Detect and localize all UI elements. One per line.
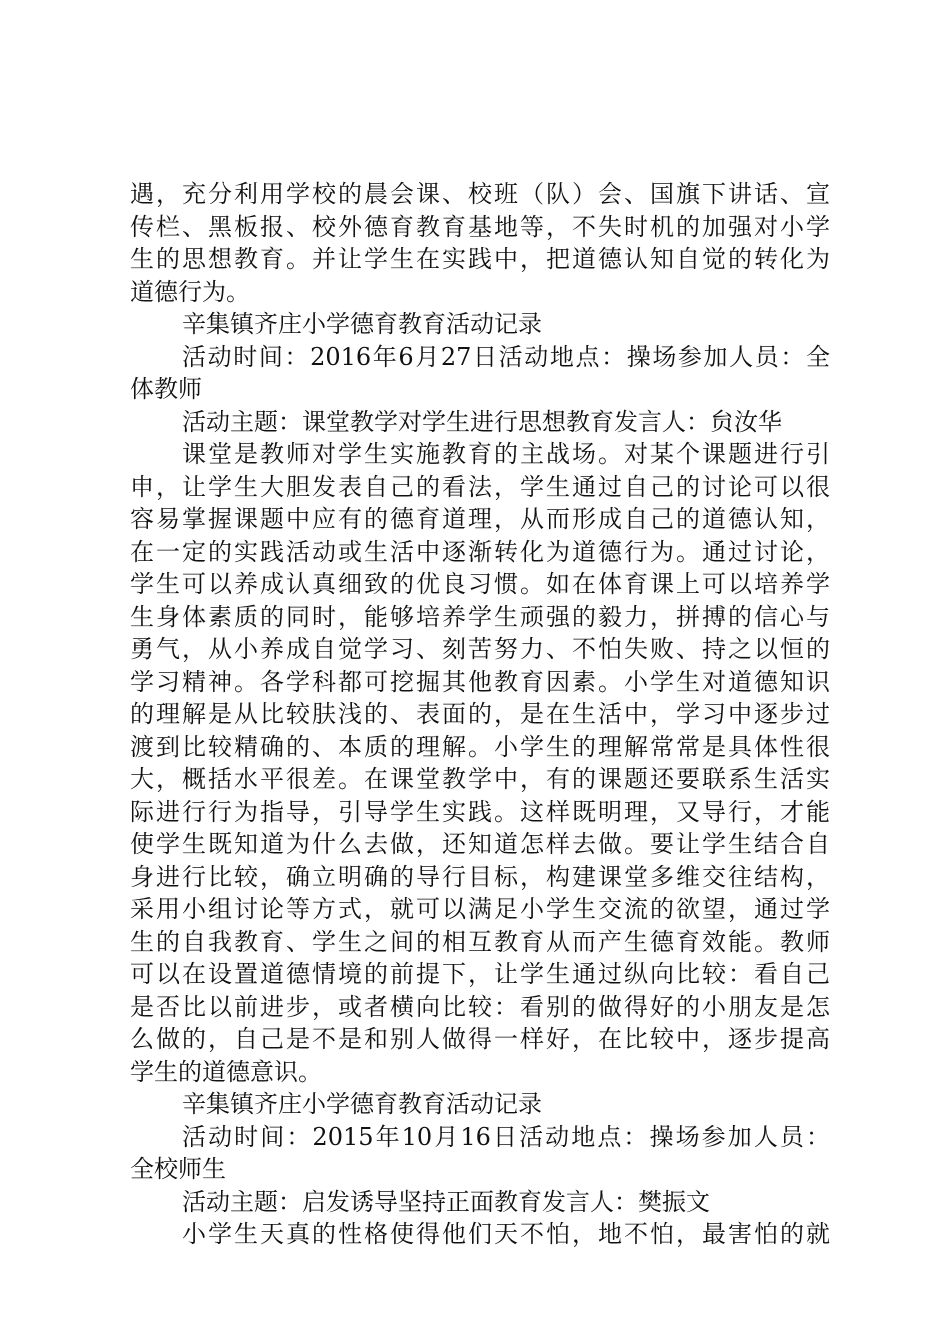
activity-info-cont: 体教师 — [130, 375, 202, 403]
body-line: 遇，充分利用学校的晨会课、校班（队）会、国旗下讲话、宣 — [130, 180, 830, 208]
body-line: 是否比以前进步，或者横向比较：看别的做得好的小朋友是怎 — [130, 992, 830, 1021]
activity-info-cont: 全校师生 — [130, 1155, 226, 1183]
body-line: 传栏、黑板报、校外德育教育基地等，不失时机的加强对小学 — [130, 212, 830, 241]
record-heading: 辛集镇齐庄小学德育教育活动记录 — [182, 1090, 542, 1118]
activity-info: 活动时间：2016年6月27日活动地点：操场参加人员：全 — [182, 342, 830, 371]
body-line: 可以在设置道德情境的前提下，让学生通过纵向比较：看自己 — [130, 960, 830, 988]
body-line: 小学生天真的性格使得他们天不怕，地不怕，最害怕的就 — [182, 1220, 830, 1248]
body-line: 学习精神。各学科都可挖掘其他教育因素。小学生对道德知识 — [130, 667, 830, 696]
body-line: 在一定的实践活动或生活中逐渐转化为道德行为。通过讨论， — [130, 537, 830, 566]
body-line: 渡到比较精确的、本质的理解。小学生的理解常常是具体性很 — [130, 732, 830, 761]
body-line: 课堂是教师对学生实施教育的主战场。对某个课题进行引 — [182, 440, 830, 468]
body-line: 采用小组讨论等方式，就可以满足小学生交流的欲望，通过学 — [130, 895, 830, 923]
body-line: 身进行比较，确立明确的导行目标，构建课堂多维交往结构， — [130, 862, 830, 891]
body-line: 容易掌握课题中应有的德育道理，从而形成自己的道德认知， — [130, 505, 830, 533]
activity-topic: 活动主题：启发诱导坚持正面教育发言人：樊振文 — [182, 1187, 710, 1216]
body-line: 大，概括水平很差。在课堂教学中，有的课题还要联系生活实 — [130, 765, 830, 793]
body-line: 生的自我教育、学生之间的相互教育从而产生德育效能。教师 — [130, 927, 830, 956]
record-heading: 辛集镇齐庄小学德育教育活动记录 — [182, 310, 542, 338]
body-line: 际进行行为指导，引导学生实践。这样既明理，又导行，才能 — [130, 797, 830, 826]
body-line: 么做的，自己是不是和别人做得一样好，在比较中，逐步提高 — [130, 1025, 830, 1053]
activity-topic: 活动主题：课堂教学对学生进行思想教育发言人：贠汝华 — [182, 407, 782, 436]
document-body — [130, 178, 830, 1251]
activity-info: 活动时间：2015年10月16日活动地点：操场参加人员： — [182, 1122, 830, 1151]
body-line: 学生的道德意识。 — [130, 1057, 322, 1086]
body-line: 学生可以养成认真细致的优良习惯。如在体育课上可以培养学 — [130, 570, 830, 598]
body-line: 勇气，从小养成自觉学习、刻苦努力、不怕失败、持之以恒的 — [130, 635, 830, 663]
body-line: 生的思想教育。并让学生在实践中，把道德认知自觉的转化为 — [130, 245, 830, 273]
body-line: 使学生既知道为什么去做，还知道怎样去做。要让学生结合自 — [130, 830, 830, 858]
body-line: 的理解是从比较肤浅的、表面的，是在生活中，学习中逐步过 — [130, 700, 830, 728]
body-line: 申，让学生大胆发表自己的看法，学生通过自己的讨论可以很 — [130, 472, 830, 501]
body-line: 生身体素质的同时，能够培养学生顽强的毅力，拼搏的信心与 — [130, 602, 830, 631]
body-line: 道德行为。 — [130, 277, 250, 306]
